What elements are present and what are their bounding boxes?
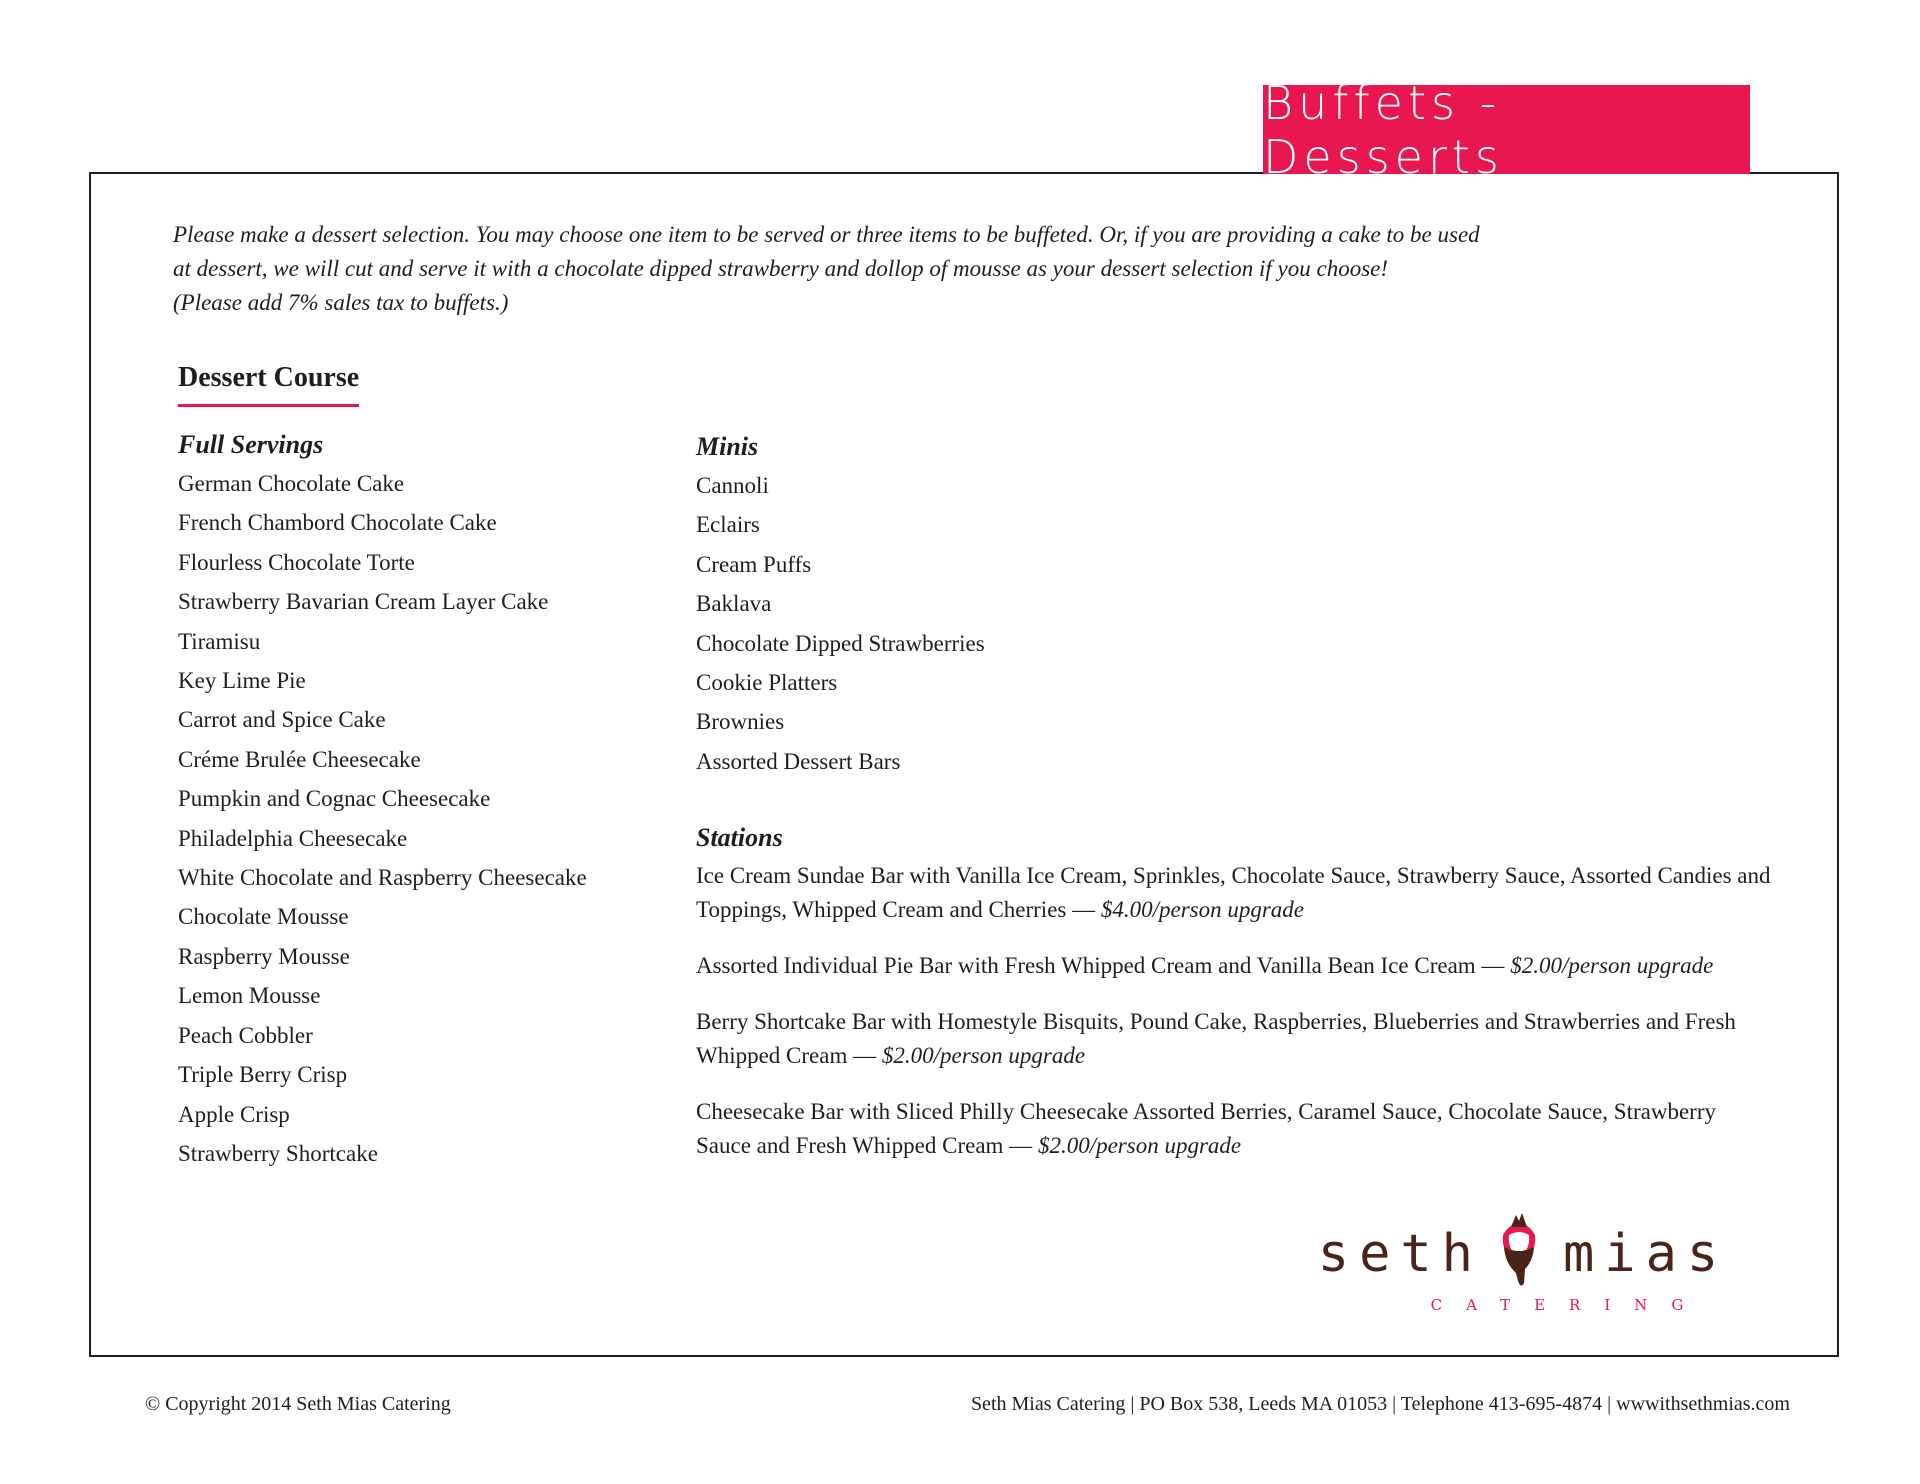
full-serving-item: French Chambord Chocolate Cake <box>178 510 497 536</box>
station-description: Berry Shortcake Bar with Homestyle Bisquits, Pound Cake, Raspberries, Blueberries and Strawberries and Fresh Whipped Cream — <box>696 1009 1736 1069</box>
full-serving-item: Raspberry Mousse <box>178 943 350 969</box>
mini-item: Cookie Platters <box>696 670 838 696</box>
full-serving-item: Carrot and Spice Cake <box>178 707 386 733</box>
full-serving-item: Chocolate Mousse <box>178 904 349 930</box>
station-description: Assorted Individual Pie Bar with Fresh Whipped Cream and Vanilla Bean Ice Cream — <box>696 953 1511 979</box>
intro-line: (Please add 7% sales tax to buffets.) <box>173 290 509 315</box>
station-price: $4.00/person upgrade <box>1100 897 1305 923</box>
full-serving-item: Flourless Chocolate Torte <box>178 549 415 575</box>
full-serving-item: Peach Cobbler <box>178 1022 313 1048</box>
full-serving-item: Apple Crisp <box>178 1101 290 1127</box>
page-title-banner <box>1263 75 1750 184</box>
full-serving-item: Strawberry Bavarian Cream Layer Cake <box>178 589 549 615</box>
logo-tagline: CATERING <box>1430 1296 1708 1314</box>
mini-item: Brownies <box>696 709 785 735</box>
mini-item: Baklava <box>696 591 772 617</box>
full-serving-item: Philadelphia Cheesecake <box>178 825 408 851</box>
footer-contact: Seth Mias Catering | PO Box 538, Leeds MA 01053 | Telephone 413-695-4874 | wwwithsethmias.com <box>970 1393 1790 1415</box>
stations-heading: Stations <box>696 823 783 853</box>
full-serving-item: Tiramisu <box>178 628 261 654</box>
logo-name-left: seth <box>1317 1224 1483 1284</box>
intro-line: Please make a dessert selection. You may choose one item to be served or three items to be buffeted. Or, if you are providing a cake to be used <box>173 222 1480 247</box>
page-title: Buffets - Desserts <box>1263 75 1504 184</box>
mini-item: Eclairs <box>696 512 760 538</box>
mini-item: Cannoli <box>696 473 769 498</box>
content-frame <box>89 172 1839 1357</box>
footer-copyright: © Copyright 2014 Seth Mias Catering <box>145 1393 451 1415</box>
mini-item: Cream Puffs <box>696 551 812 577</box>
full-servings-heading: Full Servings <box>178 430 324 459</box>
station-price: $2.00/person upgrade <box>881 1043 1086 1069</box>
full-serving-item: German Chocolate Cake <box>178 471 405 496</box>
full-serving-item: Pumpkin and Cognac Cheesecake <box>178 786 491 812</box>
station-description: Cheesecake Bar with Sliced Philly Cheesecake Assorted Berries, Caramel Sauce, Chocolate Sauce, Strawberry Sauce and Fresh Whipped Cream — <box>696 1099 1716 1159</box>
intro-line: at dessert, we will cut and serve it with a chocolate dipped strawberry and dollop of mousse as your dessert selection if you choose! <box>173 256 1389 281</box>
station-price: $2.00/person upgrade <box>1037 1133 1242 1159</box>
full-serving-item: White Chocolate and Raspberry Cheesecake <box>178 865 587 891</box>
mini-item: Chocolate Dipped Strawberries <box>696 630 985 656</box>
full-serving-item: Strawberry Shortcake <box>178 1140 378 1166</box>
station-description: Ice Cream Sundae Bar with Vanilla Ice Cream, Sprinkles, Chocolate Sauce, Strawberry Sauce, Assorted Candies and Toppings, Whipped Cream and Cherries — <box>696 863 1771 923</box>
mini-item: Assorted Dessert Bars <box>696 748 901 774</box>
full-serving-item: Lemon Mousse <box>178 983 321 1009</box>
section-heading: Dessert Course <box>178 358 359 407</box>
logo-name-right: mias <box>1563 1224 1729 1284</box>
minis-heading: Minis <box>696 432 759 461</box>
station-price: $2.00/person upgrade <box>1510 953 1714 979</box>
full-serving-item: Key Lime Pie <box>178 668 306 694</box>
full-serving-item: Triple Berry Crisp <box>178 1062 348 1088</box>
full-serving-item: Créme Brulée Cheesecake <box>178 746 421 772</box>
